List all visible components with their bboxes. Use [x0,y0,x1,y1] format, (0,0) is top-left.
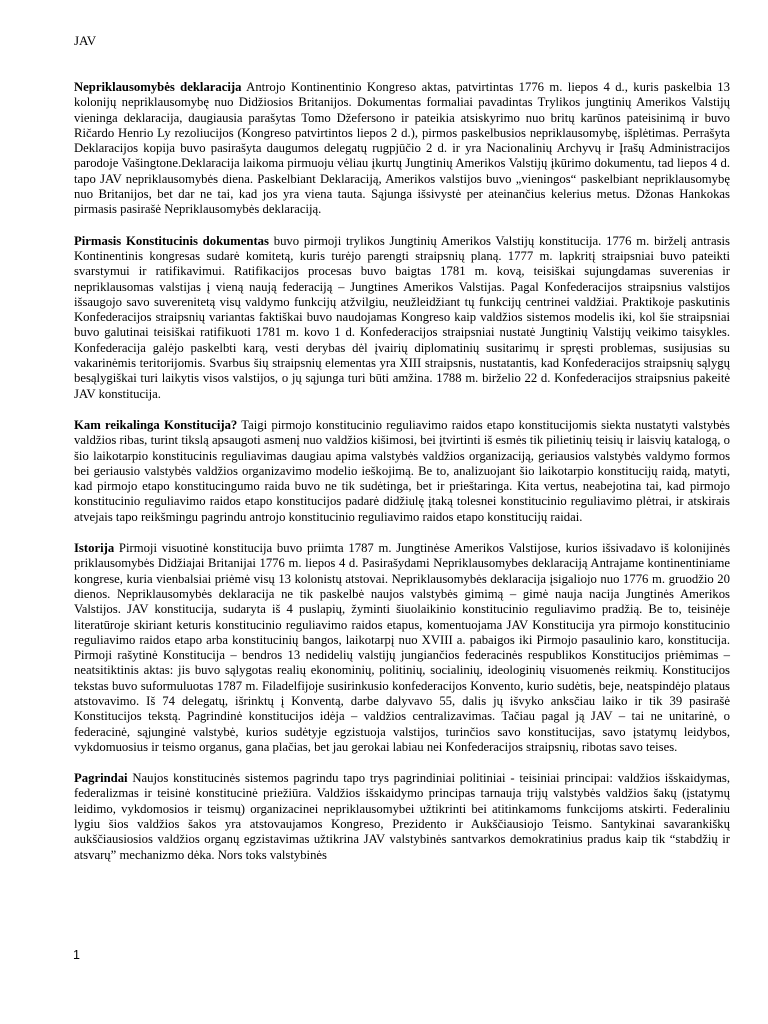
paragraph-text: Antrojo Kontinentinio Kongreso aktas, patvirtintas 1776 m. liepos 4 d., kuris paskelbia 13 kolonijų nepriklausomybę nuo Didžiosios Britanijos. Dokumentas formaliai pavadintas Trylikos jungtinių Amerikos Valstijų vieninga deklaracija, daugiausia parašytas Tomo Džefersono ir pateikia atsiskyrimo nuo britų karūnos pateisinimą ir buvo Ričardo Henrio Ly rezoliucijos (Kongreso patvirtintos liepos 2 d.), pirmos paskelbusios nepriklausomybę, išplėtimas. Perrašyta Deklaracijos kopija buvo pasirašyta daugumos delegatų rugpjūčio 2 d. ir yra Nacionalinių Archyvų ir Įrašų Administracijos parodoje Vašingtone.Deklaracija laikoma pirmuoju vėliau įkurtų Jungtinių Amerikos Valstijų įkūrimo dokumentu, tad liepos 4 d. tapo JAV nepriklausomybės diena. Paskelbiant Deklaraciją, Amerikos valstijos buvo „vieningos“ paskelbiant nepriklausomybę nuo Britanijos, bet dar ne tai, kad jos yra viena tauta. Sąjunga išsivystė per ateinančius kelerius metus. Džonas Hankokas pirmasis pasirašė Nepriklausomybės deklaraciją. [74,80,730,217]
paragraph-heading: Kam reikalinga Konstitucija? [74,417,238,432]
page-header: JAV [74,33,97,48]
paragraph-heading: Istorija [74,541,115,556]
paragraph-text: Pirmoji visuotinė konstitucija buvo priimta 1787 m. Jungtinėse Amerikos Valstijose, kurios išsivadavo iš kolonijinės priklausomybės Didžiajai Britanijai 1776 m. liepos 4 d. Pasirašydami Nepriklausomybes deklaraciją Antrajame kontinentiniame kongrese, kuria vienbalsiai priėmė visų 13 kolonistų atstovai. Nepriklausomybės deklaracija įsigaliojo nuo 1776 m. gruodžio 20 dienos. Nepriklausomybės deklaracija ne tik paskelbė naujos valstybės gimimą – gimė nauja nacija Jungtinės Amerikos Valstijos. JAV konstitucija, sudaryta iš 4 puslapių, žyminti šiuolaikinio konstitucinio reguliavimo pradžią. Be to, teisinėje literatūroje skiriant keturis konstitucinio reguliavimo raidos etapus, komentuojama JAV Konstitucija yra pirmojo konstitucinio reguliavimo raidos etapo arba konstitucinių bangos, laikotarpį nuo XVIII a. pabaigos iki Pirmojo pasaulinio karo, konstitucija. Pirmoji rašytinė Konstitucija – bendros 13 nedidelių valstijų jungiančios federacinės respublikos Konstitucijos priėmimas – neatsitiktinis aktas: jis buvo sąlygotas realių ekonominių, politinių, socialinių, ideologinių visuomenės reikmių. Konstitucijos tekstas buvo suformuluotas 1787 m. Filadelfijoje susirinkusio konfederacijos Konvento, kurio sudėtis, beje, neatspindėjo plataus atstovavimo. Iš 74 delegatų, išrinktų į Konventą, darbe dalyvavo 55, dalis jų išvyko anksčiau laiko ir tik 39 pasirašė Konstitucijos tekstą. Pagrindinė konstitucijos idėja – valdžios centralizavimas. Tačiau pagal ją JAV – tai ne unitarinė, o federacinė, sąjunginė valstybė, kurios sudėtyje egzistuoja valstijos, turinčios savo konstitucijas, savo įstatymų leidybos, vykdomuosius ir teismo organus, gana plačias, bet jau gerokai labiau nei Konfederacijos straipsnių, ribotas savo teises. [74,541,730,754]
paragraph-foundations [74,771,730,863]
paragraph-heading: Pirmasis Konstitucinis dokumentas [74,233,269,248]
paragraph-text: Taigi pirmojo konstitucinio reguliavimo raidos etapo konstitucijomis siekta nustatyti valstybės valdžios ribas, turint tikslą apsaugoti asmenį nuo valdžios kišimosi, bei įtvirtinti iš esmės tik pilietinių teisių ir laisvių katalogą, o šio laikotarpio konstitucinis reguliavimas daugiau apima valstybės valdžios organizaciją, geriausios valstybės valdymo formos bei geriausio valstybės valdžios organizavimo modelio ieškojimą. Be to, analizuojant šio laikotarpio konstitucijų raidą, matyti, kad pirmojo etapo konstitucingumo raida buvo ne tik sudėtinga, bet ir prieštaringa. Kita vertus, neabejotina tai, kad pirmojo konstitucinio reguliavimo raidos etapo konstitucijos padarė didžiulę įtaką tolesnei konstitucinio reguliavimo plėtrai, ir atskirais atvejais tapo reikšmingu pagrindu antrojo konstitucinio reguliavimo raidos etapo konstitucijų raidai. [74,417,730,524]
paragraph-history [74,541,730,755]
paragraph-heading: Pagrindai [74,771,128,786]
paragraph-first-constitutional-document [74,234,730,402]
paragraph-declaration [74,80,730,218]
paragraph-text: buvo pirmoji trylikos Jungtinių Amerikos Valstijų konstitucija. 1776 m. birželį antrasis Kontinentinis kongresas sudarė komitetą, kuris turėjo parengti straipsnių planą. 1777 m. lapkritį straipsniai buvo pateikti svarstymui ir ratifikavimui. Ratifikacijos procesas buvo baigtas 1781 m. kovą, teisiškai sujungdamas suverenias ir nepriklausomas valstijas į vieną naują federaciją – Jungtines Amerikos Valstijas. Pagal Konfederacijos straipsnius valstijos išsaugojo savo suverenitetą visų valdymo funkcijų atžvilgiu, neužleidžiant tų funkcijų centrinei valdžiai. Praktikoje paskutinis Konfederacijos straipsnių variantas faktiškai buvo naudojamas Kongreso kaip valdžios sistemos modelis iki, kol šie straipsniai buvo galutinai teisiškai ratifikuoti 1781 m. kovo 1 d. Konfederacijos straipsniai nustatė Jungtinių Valstijų veikimo taisykles. Konfederacija galėjo paskelbti karą, vesti derybas dėl įvairių diplomatinių susitarimų ir spręsti problemas, susijusias su vakarinėmis teritorijomis. Svarbus šių straipsnių elementas yra XIII straipsnis, nustatantis, kad Konfederacijos straipsnių sąlygų besąlygiškai turi laikytis visos valstijos, o jų sąjunga turi būti amžina. 1788 m. birželio 22 d. Konfederacijos straipsnius pakeitė JAV konstitucija. [74,233,730,401]
page-number: 1 [73,948,80,962]
paragraph-why-constitution [74,418,730,525]
paragraph-text: Naujos konstitucinės sistemos pagrindu tapo trys pagrindiniai politiniai - teisiniai principai: valdžios išskaidymas, federalizmas ir teisinė konstitucinė priežiūra. Valdžios išskaidymo principas tarnauja trijų valstybės valdžios šakų (įstatymų leidimo, vykdomosios ir teismų) organizacinei nepriklausomybei užtikrinti bei atitinkamoms funkcijoms atskirti. Federaliniu lygiu šios valdžios šakos yra atstovaujamos Kongreso, Prezidento ir Aukščiausiojo Teismo. Santykinai savarankiškų aukščiausiosios valdžios organų egzistavimas užtikrina JAV valstybinės santvarkos demokratinius pradus kaip tik “stabdžių ir atsvarų” mechanizmo dėka. Nors toks valstybinės [74,771,730,862]
document-body [74,80,730,879]
paragraph-heading: Nepriklausomybės deklaracija [74,80,242,94]
